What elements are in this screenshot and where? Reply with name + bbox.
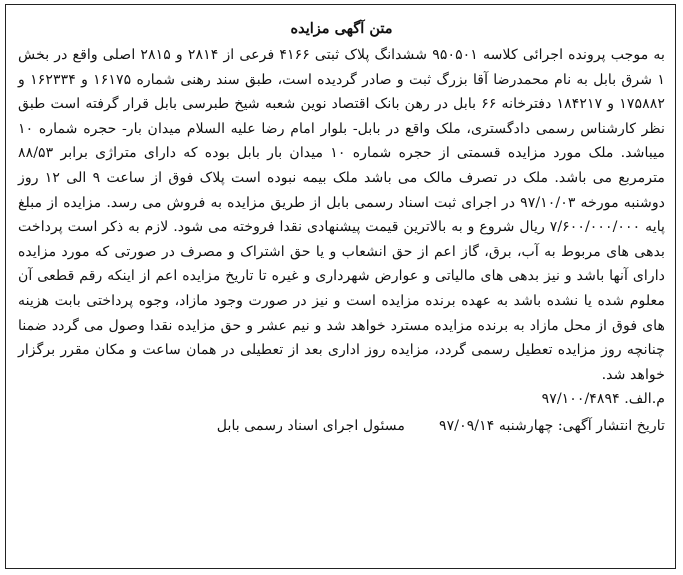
notice-reference: م.الف. ۹۷/۱۰۰/۴۸۹۴ bbox=[541, 391, 665, 408]
notice-title: متن آگهی مزایده bbox=[290, 20, 393, 37]
auction-notice bbox=[5, 4, 676, 569]
publish-date: تاریخ انتشار آگهی: چهارشنبه ۹۷/۰۹/۱۴ bbox=[439, 417, 665, 434]
notice-body: به موجب پرونده اجرائی کلاسه ۹۵۰۵۰۱ ششدانگ پلاک ثبتی ۴۱۶۶ فرعی از ۲۸۱۴ و ۲۸۱۵ اصلی واقع در بخش ۱ شرق بابل به نام محمدرضا آقا بزرگ ثبت و صادر گردیده است، طبق سند رهنی شماره ۱۶۱۷۵ و ۱۶۲۳۳۴ و ۱۷۵۸۸۲ و ۱۸۴۲۱۷ دفترخانه ۶۶ بابل در رهن بانک اقتصاد نوین شعبه شیخ طبرسی بابل قرار گرفته است طبق نظر کارشناس رسمی دادگستری، ملک واقع در بابل- بلوار امام رضا علیه السلام میدان بار- حجره شماره ۱۰ میباشد. ملک مورد مزایده قسمتی از حجره شماره ۱۰ میدان بار بابل بوده که دارای متراژی برابر ۸۸/۵۳ مترمربع می باشد. ملک در تصرف مالک می باشد ملک بیمه نبوده است پلاک فوق از ساعت ۹ الی ۱۲ روز دوشنبه مورخه ۹۷/۱۰/۰۳ در اجرای ثبت اسناد رسمی بابل از طریق مزایده به فروش می رسد. مزایده از مبلغ پایه ۷/۶۰۰/۰۰۰/۰۰۰ ریال شروع و به بالاترین قیمت پیشنهادی نقدا فروخته می شود. لازم به ذکر است پرداخت بدهی های مربوط به آب، برق، گاز اعم از حق انشعاب و یا حق اشتراک و مصرف در صورتی که مورد مزایده دارای آنها باشد و نیز بدهی های مالیاتی و عوارض شهرداری و غیره تا تاریخ مزایده اعم از اینکه رقم قطعی آن معلوم شده یا نشده باشد به عهده برنده مزایده است و نیز در صورت وجود مازاد، وجوه پرداختی بابت هزینه های فوق از محل مازاد به برنده مزایده مسترد خواهد شد و نیم عشر و حق مزایده نقدا وصول می گردد ضمنا چنانچه روز مزایده تعطیل رسمی گردد، مزایده روز اداری بعد از تعطیلی در همان ساعت و مکان مقرر برگزار خواهد شد. bbox=[18, 47, 666, 383]
signatory: مسئول اجرای اسناد رسمی بابل bbox=[216, 417, 406, 434]
notice-footer bbox=[18, 414, 665, 439]
